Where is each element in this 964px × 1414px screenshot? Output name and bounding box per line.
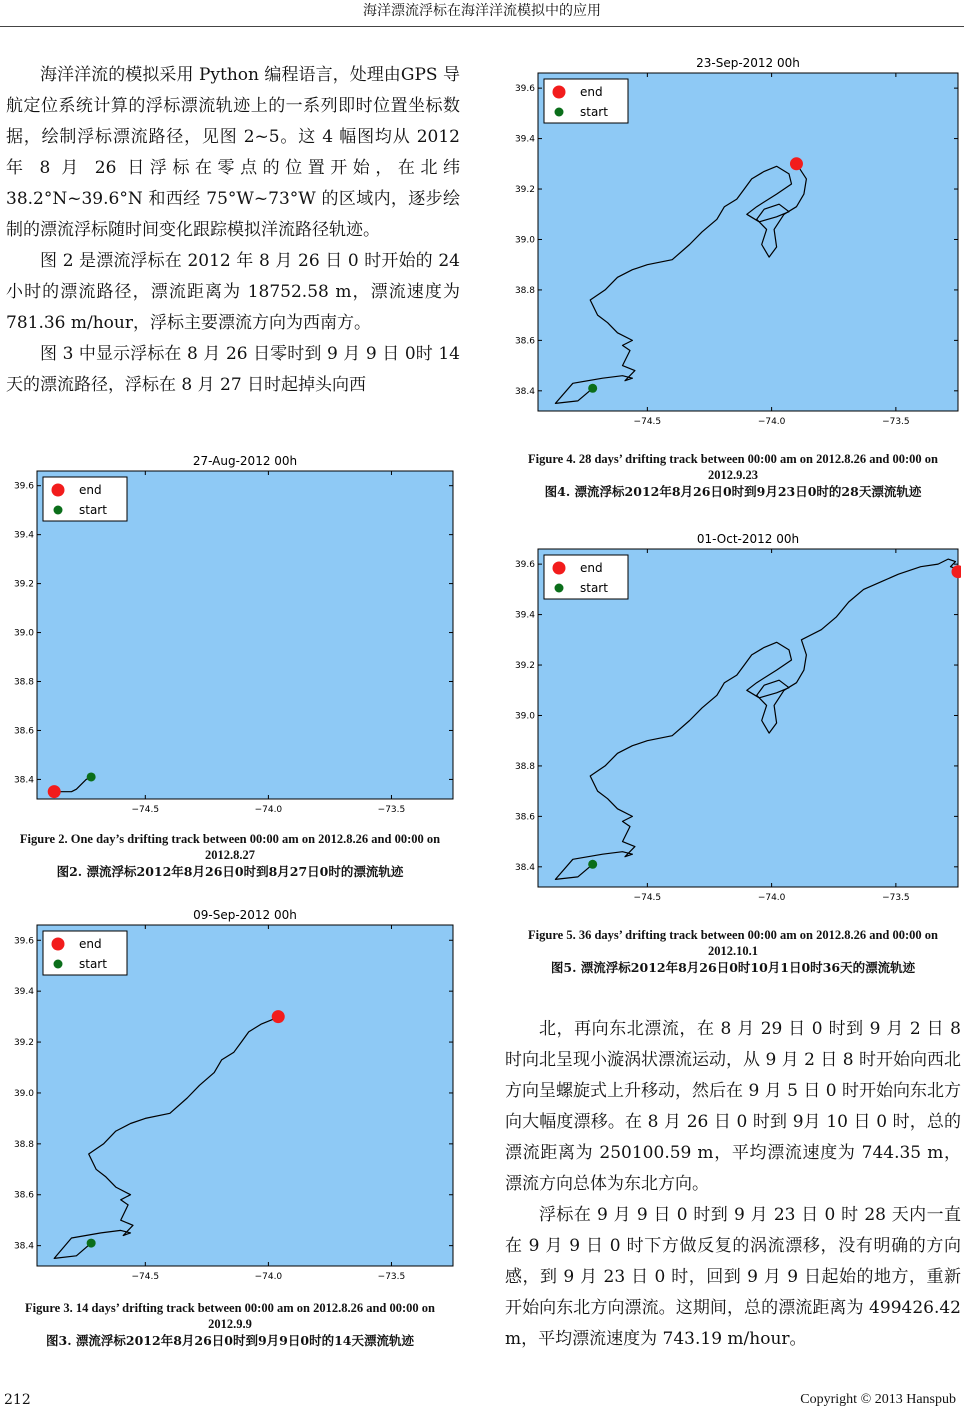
y-tick-label: 39.0 <box>514 711 535 722</box>
legend-start-swatch <box>555 584 564 593</box>
paragraph: 图 3 中显示浮标在 8 月 26 日零时到 9 月 9 日 0时 14 天的漂流路径，浮标在 8 月 27 日时起掉头向西 <box>6 344 460 395</box>
legend <box>43 477 127 521</box>
legend-end-swatch <box>553 562 566 575</box>
x-tick-label: −74.5 <box>131 805 160 815</box>
y-tick-label: 39.4 <box>13 987 34 998</box>
y-tick-label: 38.8 <box>514 761 535 772</box>
copyright: Copyright © 2013 Hanspub <box>800 1392 956 1407</box>
x-tick-label: −73.5 <box>882 417 910 427</box>
legend <box>544 555 628 599</box>
figure-3-chart <box>4 906 456 1294</box>
figure-5-chart <box>505 530 961 915</box>
legend-start-swatch <box>54 960 63 969</box>
legend-end-swatch <box>553 86 566 99</box>
y-tick-label: 39.0 <box>13 628 34 639</box>
y-tick-label: 39.0 <box>13 1088 34 1099</box>
x-tick-label: −73.5 <box>377 1272 406 1282</box>
figure-3 <box>4 906 456 1350</box>
x-tick-label: −73.5 <box>882 893 910 903</box>
start-marker <box>87 1239 96 1248</box>
legend-start-label: start <box>79 957 107 971</box>
y-tick-label: 39.2 <box>13 579 34 590</box>
y-tick-label: 39.2 <box>514 185 535 196</box>
y-tick-label: 39.4 <box>514 134 535 145</box>
axes <box>515 73 958 427</box>
y-tick-label: 38.6 <box>514 336 535 347</box>
y-tick-label: 38.4 <box>514 386 535 397</box>
end-marker <box>790 157 803 170</box>
y-tick-label: 39.6 <box>13 481 34 492</box>
figure-2-caption-en: Figure 2. One day’s drifting track between 00:00 am on 2012.8.26 and 00:00 on 2012.8.27 <box>19 832 441 862</box>
plot-area <box>538 549 958 887</box>
legend-start-label: start <box>580 581 608 595</box>
x-tick-label: −74.5 <box>633 417 662 427</box>
y-tick-label: 39.6 <box>514 560 535 571</box>
legend-end-swatch <box>52 484 65 497</box>
legend-start-swatch <box>54 506 63 515</box>
figure-4-chart <box>505 54 961 439</box>
axes <box>515 549 958 903</box>
right-text-column <box>505 1014 961 1355</box>
x-tick-label: −74.0 <box>757 893 786 903</box>
figure-5-caption-en: Figure 5. 36 days’ drifting track between 00:00 am on 2012.8.26 and 00:00 on 2012.10.1 <box>528 928 938 958</box>
y-tick-label: 39.6 <box>13 936 34 947</box>
y-tick-label: 39.0 <box>514 235 535 246</box>
end-marker <box>48 785 61 798</box>
y-tick-label: 39.2 <box>13 1038 34 1049</box>
plot-area <box>538 73 958 411</box>
paragraph: 浮标在 9 月 9 日 0 时到 9 月 23 日 0 时 28 天内一直在 9 月 9 日 0 时下方做反复的涡流漂移，没有明确的方向感，到 9 月 23 日 0 时，回到 9 月 9 日起始的地方，重新开始向东北方向漂流。这期间，总的漂流距离为 499426.42 m，平均漂流速度为 743.19 m/hour。 <box>505 1205 961 1349</box>
y-tick-label: 38.6 <box>13 1190 34 1201</box>
chart-title: 23-Sep-2012 00h <box>696 56 800 70</box>
x-tick-label: −74.5 <box>131 1272 160 1282</box>
x-tick-label: −73.5 <box>377 805 406 815</box>
legend-start-swatch <box>555 108 564 117</box>
axes <box>14 471 453 815</box>
paragraph: 海洋洋流的模拟采用 Python 编程语言，处理由GPS 导航定位系统计算的浮标漂流轨迹上的一系列即时位置坐标数据，绘制浮标漂流路径，见图 2~5。这 4 幅图均从 2012 年 8 月 26 日浮标在零点的位置开始，在北纬 38.2°N~39.6°N 和西经 75°W~73°W 的区域内，逐步绘制的漂流浮标随时间变化跟踪模拟洋流路径轨迹。 <box>6 65 460 240</box>
figure-2-chart <box>4 452 456 827</box>
legend-end-label: end <box>580 561 603 575</box>
y-tick-label: 39.4 <box>514 610 535 621</box>
start-marker <box>588 384 597 393</box>
start-marker <box>588 860 597 869</box>
figure-5-caption-zh: 图5. 漂流浮标2012年8月26日0时10月1日0时36天的漂流轨迹 <box>550 960 916 975</box>
y-tick-label: 38.6 <box>13 726 34 737</box>
y-tick-label: 38.8 <box>13 677 34 688</box>
figure-2 <box>4 452 456 881</box>
legend-end-swatch <box>52 938 65 951</box>
legend-end-label: end <box>79 483 102 497</box>
legend-end-label: end <box>79 937 102 951</box>
y-tick-label: 39.4 <box>13 530 34 541</box>
figure-5 <box>505 530 961 977</box>
y-tick-label: 39.2 <box>514 661 535 672</box>
figure-4-caption-en: Figure 4. 28 days’ drifting track between 00:00 am on 2012.8.26 and 00:00 on 2012.9.23 <box>528 452 938 482</box>
chart-title: 09-Sep-2012 00h <box>193 908 297 922</box>
figure-3-caption-zh: 图3. 漂流浮标2012年8月26日0时到9月9日0时的14天漂流轨迹 <box>46 1333 414 1348</box>
figure-4 <box>505 54 961 501</box>
start-marker <box>87 772 96 781</box>
y-tick-label: 38.4 <box>13 1241 34 1252</box>
legend-start-label: start <box>79 503 107 517</box>
chart-title: 01-Oct-2012 00h <box>696 532 800 546</box>
legend-end-label: end <box>580 85 603 99</box>
x-tick-label: −74.0 <box>254 1272 283 1282</box>
end-marker <box>272 1010 285 1023</box>
y-tick-label: 38.8 <box>514 285 535 296</box>
left-text-column <box>6 60 460 401</box>
plot-area <box>37 925 453 1266</box>
legend-start-label: start <box>580 105 608 119</box>
axes <box>14 925 453 1282</box>
y-tick-label: 38.4 <box>514 862 535 873</box>
x-tick-label: −74.0 <box>254 805 283 815</box>
chart-title: 27-Aug-2012 00h <box>192 454 298 468</box>
figure-3-caption-en: Figure 3. 14 days’ drifting track between 00:00 am on 2012.8.26 and 00:00 on 2012.9.9 <box>25 1301 435 1331</box>
figure-2-caption-zh: 图2. 漂流浮标2012年8月26日0时到8月27日0时的漂流轨迹 <box>56 864 404 879</box>
figure-4-caption-zh: 图4. 漂流浮标2012年8月26日0时到9月23日0时的28天漂流轨迹 <box>544 484 922 499</box>
x-tick-label: −74.5 <box>633 893 662 903</box>
page-number: 212 <box>4 1392 31 1408</box>
legend <box>544 79 628 123</box>
y-tick-label: 39.6 <box>514 84 535 95</box>
paragraph: 图 2 是漂流浮标在 2012 年 8 月 26 日 0 时开始的 24 小时的漂流路径，漂流距离为 18752.58 m，漂流速度为 781.36 m/hour，浮标主要漂流方向为西南方。 <box>6 251 460 333</box>
legend <box>43 931 127 975</box>
y-tick-label: 38.4 <box>13 775 34 786</box>
x-tick-label: −74.0 <box>757 417 786 427</box>
running-header: 海洋漂流浮标在海洋洋流模拟中的应用 <box>0 0 964 27</box>
y-tick-label: 38.8 <box>13 1139 34 1150</box>
paragraph: 北，再向东北漂流，在 8 月 29 日 0 时到 9 月 2 日 8时向北呈现小漩涡状漂流运动，从 9 月 2 日 8 时开始向西北方向呈螺旋式上升移动，然后在 9 月 5 日 0 时开始向东北方向大幅度漂移。在 8 月 26 日 0 时到 9月 10 日 0 时，总的漂流距离为 250100.59 m，平均漂流速度为 744.35 m，漂流方向总体为东北方向。 <box>505 1019 961 1194</box>
y-tick-label: 38.6 <box>514 812 535 823</box>
